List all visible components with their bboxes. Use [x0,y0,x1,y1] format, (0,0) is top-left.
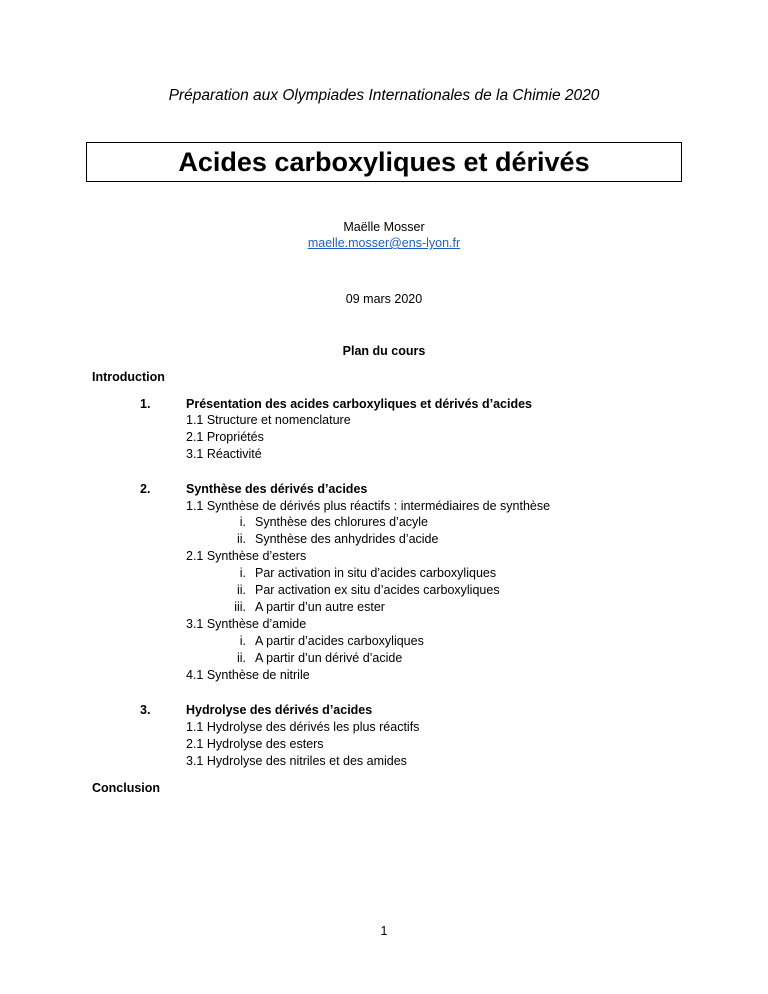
section-2-subitem: A partir d’un dérivé d’acide [255,651,403,665]
section-1-item-3: 3.1 Réactivité [186,447,262,461]
section-3-title: Hydrolyse des dérivés d’acides [186,703,373,717]
author-name: Maëlle Mosser [343,220,425,234]
roman-numeral: i. [239,515,246,529]
section-2-item-3: 3.1 Synthèse d’amide [186,617,307,631]
section-1-number: 1. [140,397,151,411]
section-1-title: Présentation des acides carboxyliques et dérivés d’acides [186,397,532,411]
page-number: 1 [380,924,388,938]
section-3-item-3: 3.1 Hydrolyse des nitriles et des amides [186,754,407,768]
roman-numeral: iii. [234,600,246,614]
introduction-heading: Introduction [92,370,165,384]
author-email-link[interactable]: maelle.mosser@ens-lyon.fr [307,236,461,250]
roman-numeral: ii. [236,651,246,665]
section-2-subitem: Par activation ex situ d’acides carboxyliques [255,583,500,597]
section-2-item-4: 4.1 Synthèse de nitrile [186,668,310,682]
section-2-title: Synthèse des dérivés d’acides [186,482,368,496]
section-3-number: 3. [140,703,151,717]
roman-numeral: ii. [236,532,246,546]
author-email-line [0,236,768,250]
section-3-item-1: 1.1 Hydrolyse des dérivés les plus réactifs [186,720,420,734]
section-2-subitem: A partir d’un autre ester [255,600,385,614]
section-2-subitem: A partir d’acides carboxyliques [255,634,424,648]
section-2-item-2: 2.1 Synthèse d’esters [186,549,307,563]
document-date: 09 mars 2020 [345,292,423,306]
section-2-item-1: 1.1 Synthèse de dérivés plus réactifs : intermédiaires de synthèse [186,499,551,513]
section-2-subitem: Synthèse des chlorures d’acyle [255,515,429,529]
roman-numeral: ii. [236,583,246,597]
section-2-number: 2. [140,482,151,496]
roman-numeral: i. [239,566,246,580]
section-2-subitem: Synthèse des anhydrides d’acide [255,532,439,546]
section-2-subitem: Par activation in situ d’acides carboxyliques [255,566,497,580]
conclusion-heading: Conclusion [92,781,161,795]
document-title: Acides carboxyliques et dérivés [86,142,682,182]
roman-numeral: i. [239,634,246,648]
section-3-item-2: 2.1 Hydrolyse des esters [186,737,324,751]
plan-title: Plan du cours [342,344,426,358]
running-header: Préparation aux Olympiades Internationales de la Chimie 2020 [168,87,600,104]
section-1-item-2: 2.1 Propriétés [186,430,264,444]
section-1-item-1: 1.1 Structure et nomenclature [186,413,351,427]
